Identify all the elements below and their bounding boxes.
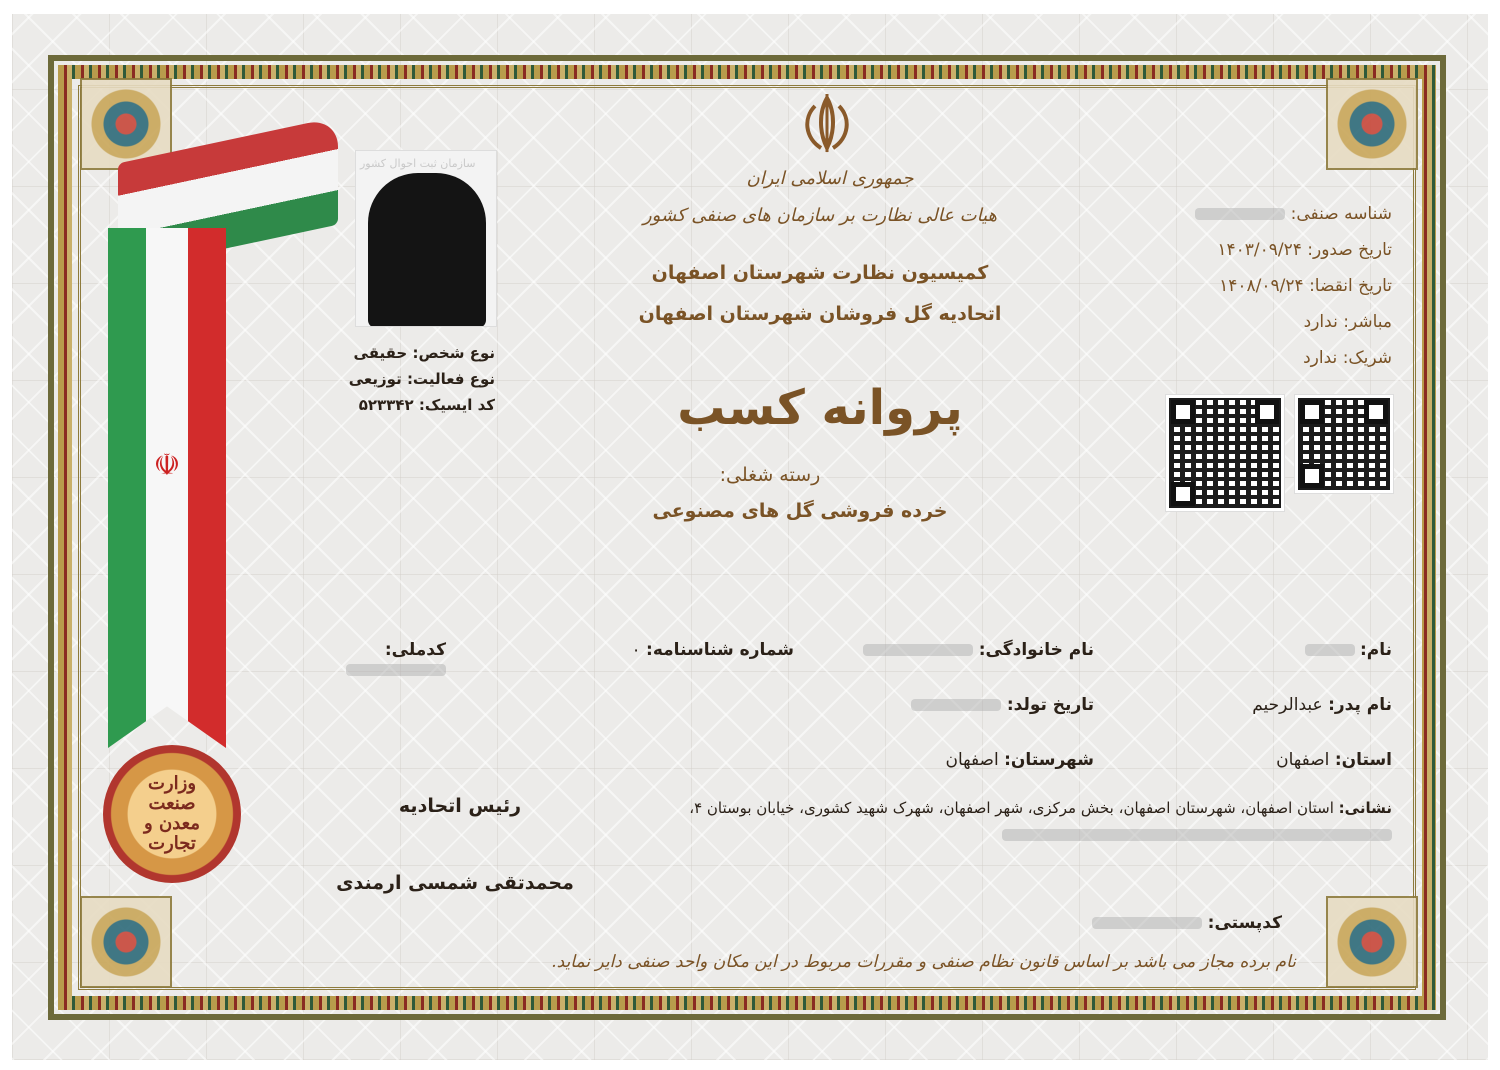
family-name-field: نام خانوادگی: xyxy=(840,640,1094,660)
footer-note: نام برده مجاز می باشد بر اساس قانون نظام صنفی و مقررات مربوط در این مکان واحد صنفی دایر نماید. xyxy=(551,952,1296,972)
father-name-field: نام پدر: عبدالرحیم xyxy=(1252,695,1392,715)
agent-row: مباشر: ندارد xyxy=(1303,312,1392,332)
qr-code xyxy=(1166,395,1284,511)
national-code-field: کدملی: xyxy=(280,640,446,680)
isic-code-row: کد ایسیک: ۵۲۳۳۴۲ xyxy=(358,396,495,414)
issue-date-row: تاریخ صدور: ۱۴۰۳/۰۹/۲۴ xyxy=(1217,240,1392,260)
corner-ornament-bottom-right xyxy=(1326,896,1418,988)
category-label: رسته شغلی: xyxy=(719,464,821,486)
republic-title: جمهوری اسلامی ایران xyxy=(746,168,914,189)
id-number-field: شماره شناسنامه: ۰ xyxy=(631,640,794,660)
guild-id-row: شناسه صنفی: xyxy=(1100,204,1392,240)
category-value: خرده فروشی گل های مصنوعی xyxy=(652,500,948,522)
photo-silhouette xyxy=(368,173,486,327)
union-title: اتحادیه گل فروشان شهرستان اصفهان xyxy=(638,303,1002,325)
page-title: پروانه کسب xyxy=(677,380,963,436)
redacted-value xyxy=(1195,208,1285,220)
redacted-address xyxy=(1002,829,1392,841)
activity-type-row: نوع فعالیت: توزیعی xyxy=(348,370,495,388)
address-field: نشانی: استان اصفهان، شهرستان اصفهان، بخش مرکزی، شهر اصفهان، شهرک شهید کشوری، خیابان بوستان ۴، xyxy=(640,795,1392,847)
person-photo: سازمان ثبت احوال کشور xyxy=(355,150,497,327)
ministry-seal: وزارت صنعت معدن و تجارت xyxy=(103,745,241,883)
iran-emblem-icon xyxy=(795,92,859,156)
board-title: هیات عالی نظارت بر سازمان های صنفی کشور xyxy=(642,205,998,226)
expiry-date-row: تاریخ انقضا: ۱۴۰۸/۰۹/۲۴ xyxy=(1219,276,1392,296)
name-field: نام: xyxy=(1210,640,1392,660)
person-type-row: نوع شخص: حقیقی xyxy=(353,344,495,362)
city-field: شهرستان: اصفهان xyxy=(945,750,1094,770)
person-meta xyxy=(300,340,495,418)
province-field: استان: اصفهان xyxy=(1276,750,1392,770)
commission-title: کمیسیون نظارت شهرستان اصفهان xyxy=(651,262,989,284)
qr-code xyxy=(1295,395,1393,493)
corner-ornament-bottom-left xyxy=(80,896,172,988)
corner-ornament-top-right xyxy=(1326,78,1418,170)
birth-date-field: تاریخ تولد: xyxy=(880,695,1094,715)
ribbon-emblem-icon: ☫ xyxy=(153,448,181,483)
postal-code-field: کدپستی: xyxy=(1080,913,1282,933)
top-right-info xyxy=(1100,204,1392,384)
partner-row: شریک: ندارد xyxy=(1303,348,1392,368)
flag-ribbon xyxy=(108,228,226,748)
signer-role: رئیس اتحادیه xyxy=(398,795,522,817)
signer-name: محمدتقی شمسی ارمندی xyxy=(336,872,574,894)
